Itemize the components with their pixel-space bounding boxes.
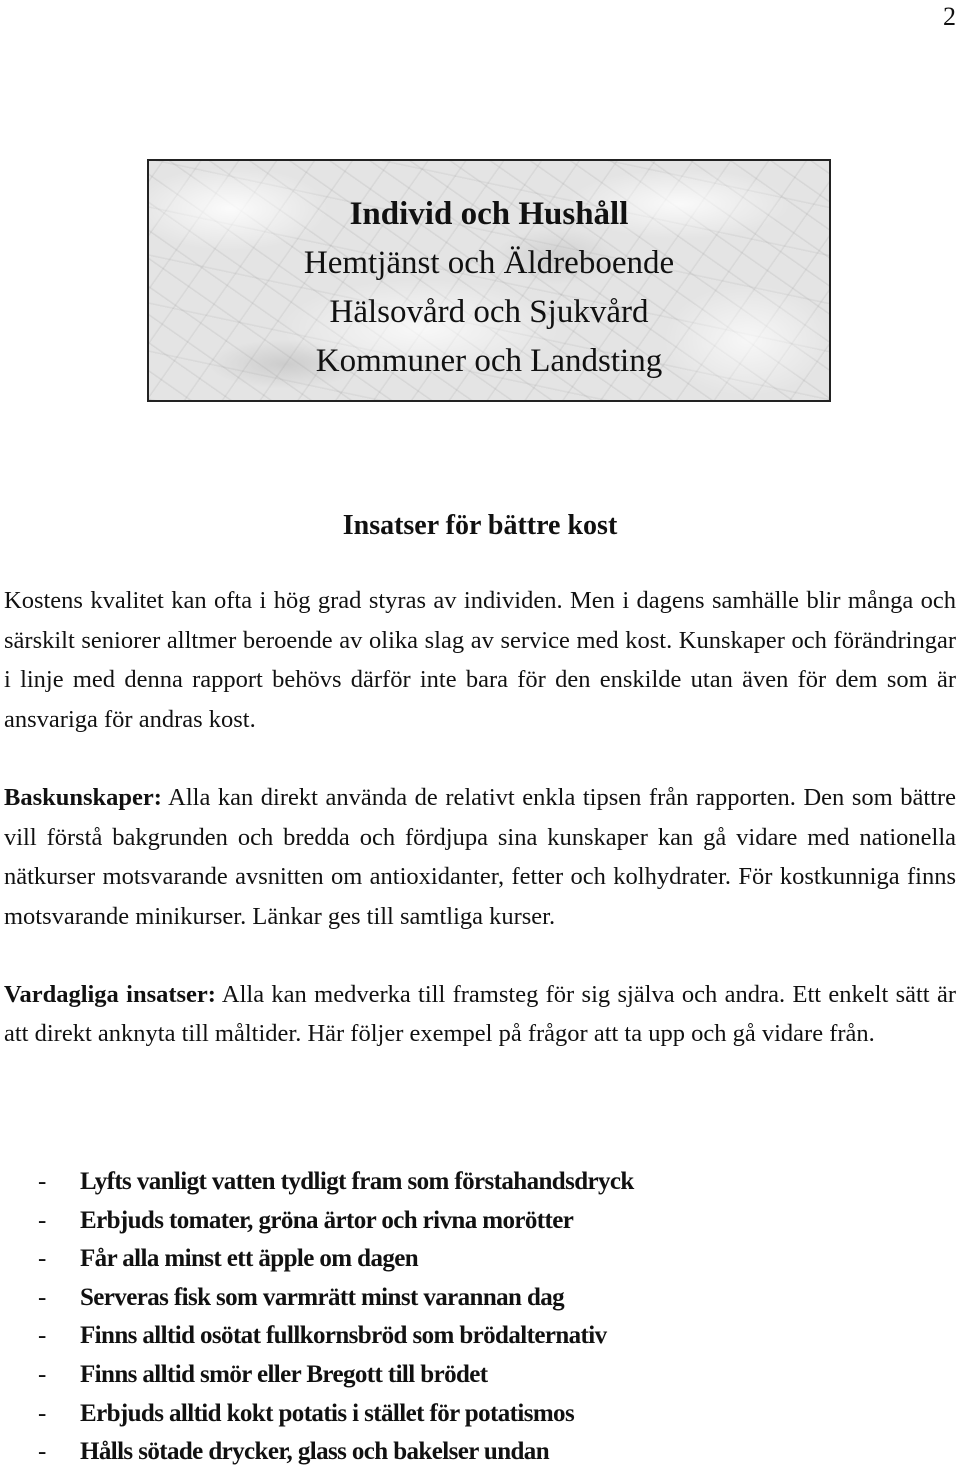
list-dash: - (38, 1245, 47, 1273)
page-number: 2 (943, 2, 956, 31)
list-dash: - (38, 1206, 47, 1234)
vardagliga-text: Alla kan medverka till framsteg för sig själva och andra. Ett enkelt sätt är att direkt anknyta till måltider. Här följer exempel på frågor att ta upp och gå vidare från. (4, 980, 956, 1048)
list-item (38, 1202, 634, 1241)
baskunskaper-paragraph (4, 778, 956, 937)
list-dash: - (38, 1399, 47, 1427)
title-box (147, 159, 831, 402)
list-item-text: Hålls sötade drycker, glass och bakelser undan (80, 1438, 550, 1466)
list-item-text: Serveras fisk som varmrätt minst varannan dag (80, 1283, 565, 1311)
body-text (4, 581, 956, 1054)
list-item (38, 1163, 634, 1202)
vardagliga-lead: Vardagliga insatser: (4, 980, 216, 1008)
list-item (38, 1240, 634, 1279)
list-dash: - (38, 1360, 47, 1388)
list-dash: - (38, 1168, 47, 1195)
baskunskaper-lead: Baskunskaper: (4, 783, 162, 811)
list-item-text: Lyfts vanligt vatten tydligt fram som förstahandsdryck (80, 1168, 634, 1195)
list-item-text: Får alla minst ett äpple om dagen (80, 1245, 419, 1273)
section-title: Insatser för bättre kost (342, 510, 618, 541)
list-item (38, 1433, 634, 1472)
box-line-hemtjanst: Hemtjänst och Äldreboende (303, 245, 675, 281)
list-item (38, 1395, 634, 1434)
list-item (38, 1317, 634, 1356)
list-item (38, 1279, 634, 1318)
list-dash: - (38, 1438, 47, 1466)
vardagliga-paragraph (4, 975, 956, 1054)
box-line-halsovard: Hälsovård och Sjukvård (329, 294, 649, 330)
list-item-text: Finns alltid osötat fullkornsbröd som brödalternativ (80, 1322, 607, 1350)
list-item (38, 1356, 634, 1395)
list-dash: - (38, 1322, 47, 1350)
box-heading: Individ och Hushåll (349, 196, 629, 232)
intro-paragraph: Kostens kvalitet kan ofta i hög grad styras av individen. Men i dagens samhälle blir många och särskilt seniorer alltmer beroende av olika slag av service med kost. Kunskaper och förändringar i linje med denna rapport behövs därför inte bara för den enskilde utan även för dem som är ansvariga för andras kost. (4, 587, 956, 734)
question-list (38, 1163, 634, 1472)
list-item-text: Finns alltid smör eller Bregott till brödet (80, 1360, 488, 1388)
baskunskaper-text: Alla kan direkt använda de relativt enkla tipsen från rapporten. Den som bättre vill förstå bakgrunden och bredda och fördjupa sina kunskaper kan gå vidare med nationella nätkurser motsvarande avsnitten om antioxidanter, fetter och kolhydrater. För kostkunniga finns motsvarande minikurser. Länkar ges till samtliga kurser. (4, 783, 956, 930)
list-item-text: Erbjuds alltid kokt potatis i stället för potatismos (80, 1399, 575, 1427)
list-dash: - (38, 1283, 47, 1311)
box-line-kommuner: Kommuner och Landsting (315, 343, 663, 379)
list-item-text: Erbjuds tomater, gröna ärtor och rivna morötter (80, 1206, 574, 1234)
